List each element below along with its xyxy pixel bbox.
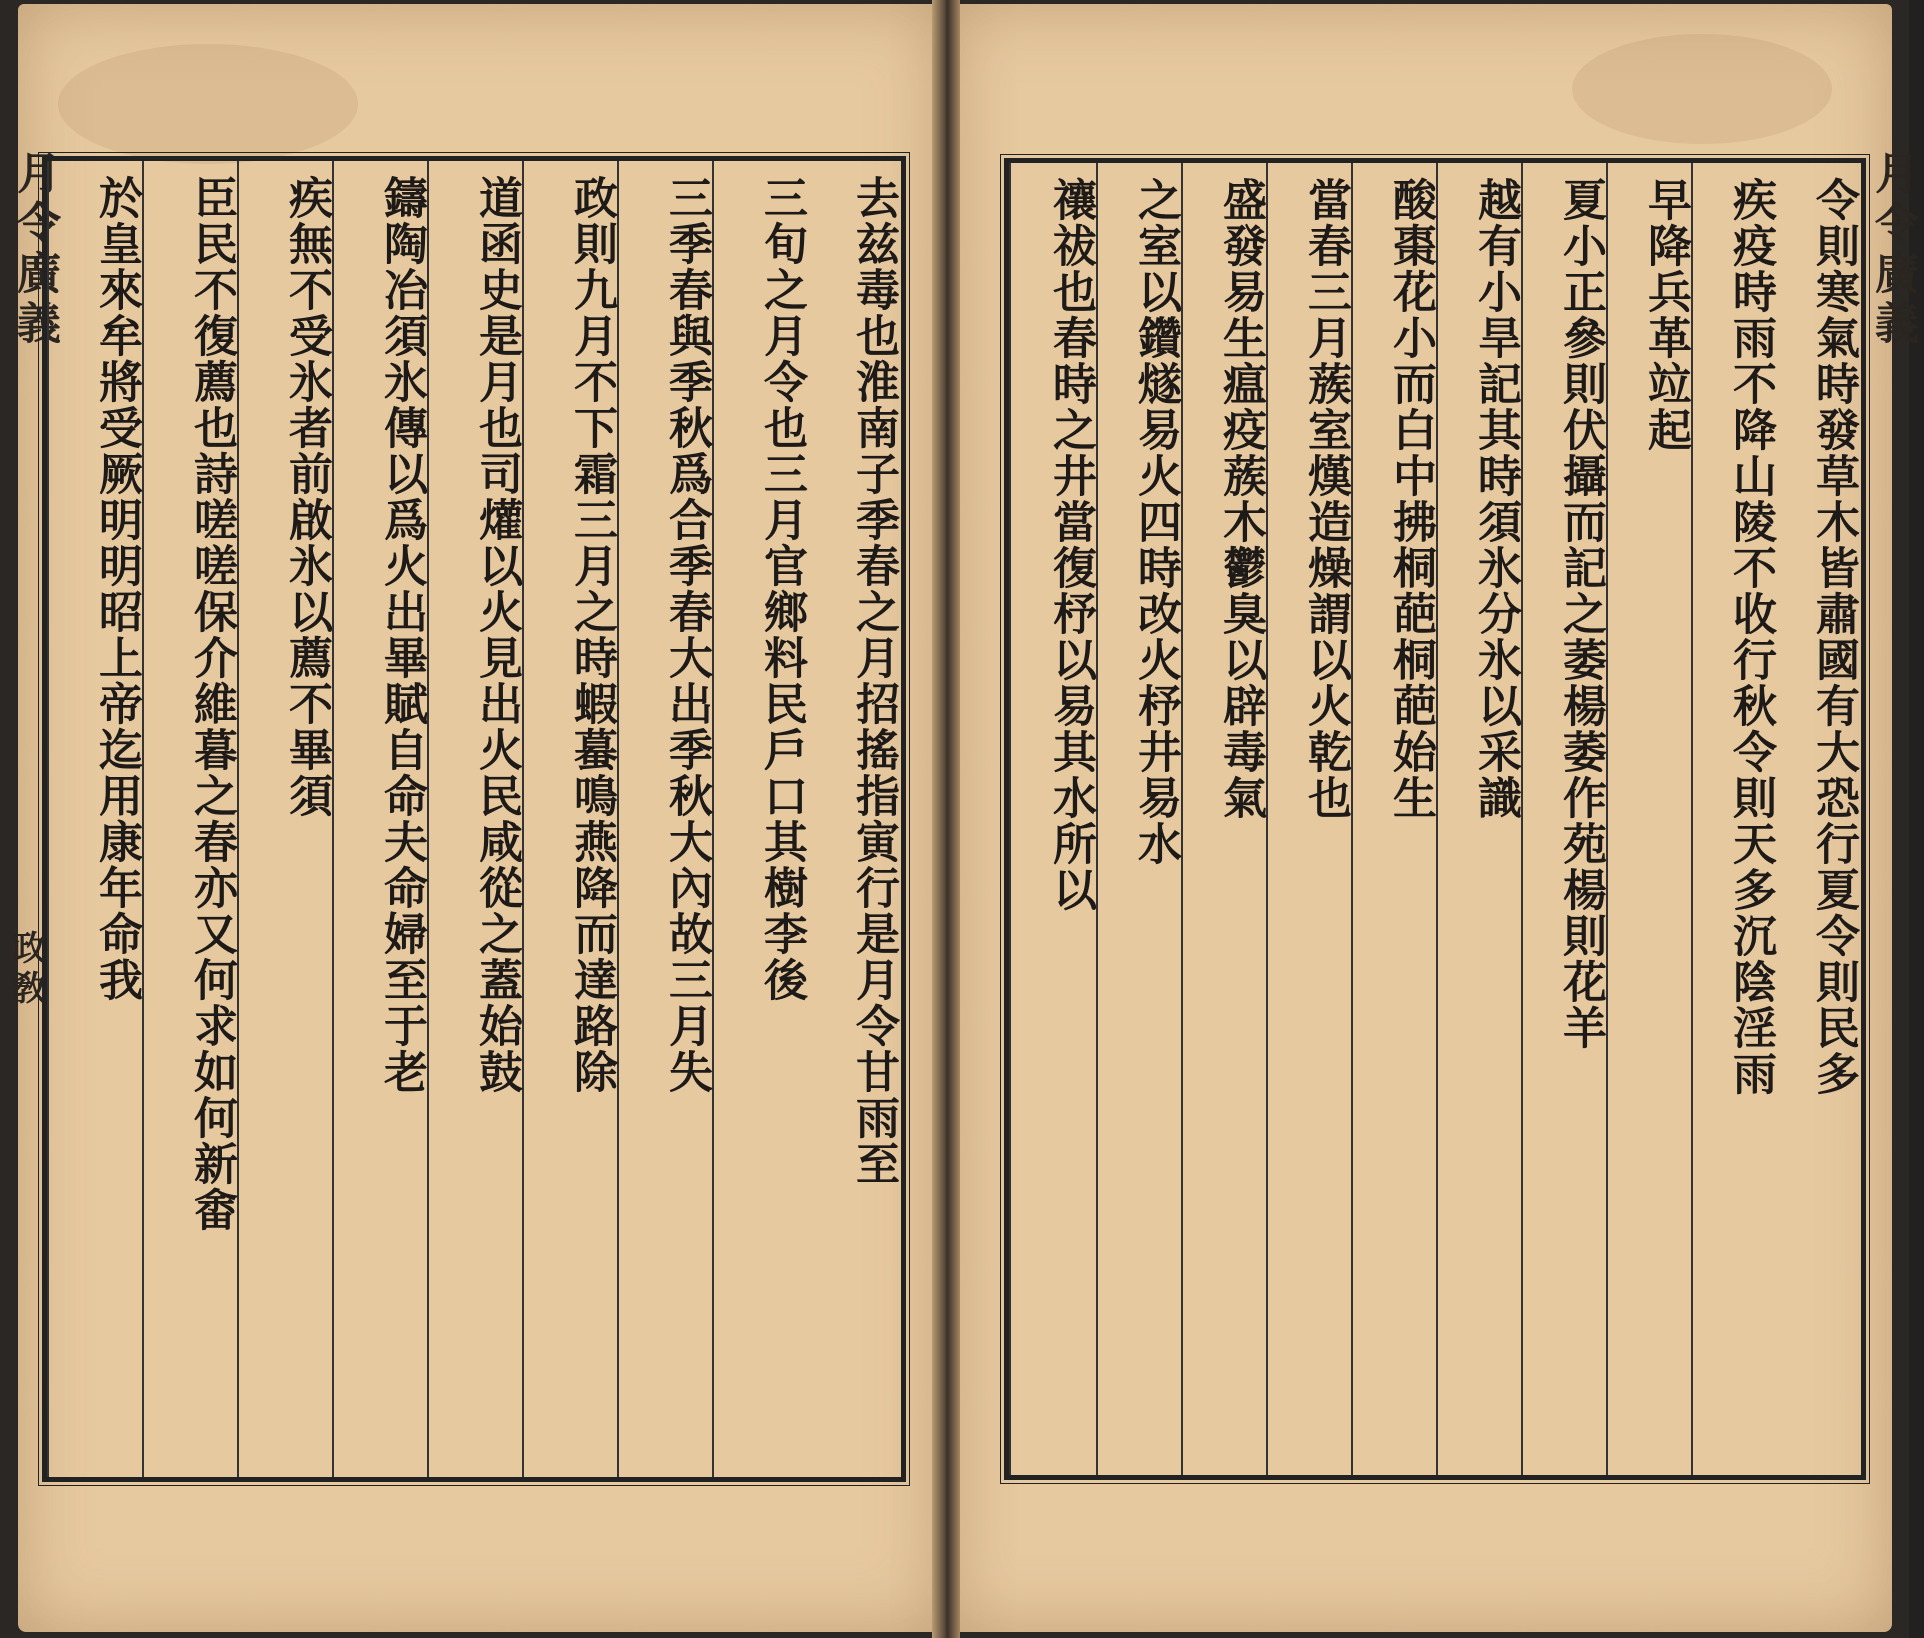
column-text: 三旬之月令也三月官鄉料民戶口其樹李後 xyxy=(756,175,807,1003)
column-text: 三季春與季秋爲合季春大出季秋大內故三月失 xyxy=(661,175,712,1095)
text-column xyxy=(712,161,809,1477)
book-gutter xyxy=(932,0,960,1638)
column-text: 臣民不復薦也詩嗟嗟保介維暮之春亦又何求如何新畬 xyxy=(186,175,237,1233)
text-column xyxy=(617,161,714,1477)
text-column xyxy=(427,161,524,1477)
column-text: 越有小旱記其時須氷分氷以采識 xyxy=(1470,177,1521,821)
column-text: 鑄陶冶須氷傳以爲火出畢賦自命夫命婦至于老 xyxy=(376,175,427,1095)
text-column xyxy=(142,161,239,1477)
right-text-frame xyxy=(1004,158,1866,1480)
column-text: 政則九月不下霜三月之時蝦蟇鳴燕降而達路除 xyxy=(566,175,617,1095)
text-column xyxy=(1606,163,1693,1475)
column-text: 禳祓也春時之井當復杼以易其水所以 xyxy=(1045,177,1096,913)
text-column xyxy=(1351,163,1438,1475)
paper-stain xyxy=(1572,34,1832,144)
left-margin-note: 政敎 xyxy=(6,930,46,1010)
text-column xyxy=(807,161,901,1477)
text-column xyxy=(1521,163,1608,1475)
paper-stain xyxy=(58,44,358,164)
text-column xyxy=(1009,163,1098,1475)
right-margin-title: 月令廣義 xyxy=(1867,150,1918,350)
column-text: 令則寒氣時發草木皆肅國有大恐行夏令則民多 xyxy=(1808,177,1859,1097)
text-column xyxy=(522,161,619,1477)
column-text: 於皇來牟將受厥明明昭上帝迄用康年命我 xyxy=(91,175,142,1003)
text-column xyxy=(332,161,429,1477)
column-text: 酸棗花小而白中拂桐葩桐葩始生 xyxy=(1385,177,1436,821)
left-text-frame xyxy=(42,156,906,1482)
text-column xyxy=(1436,163,1523,1475)
column-text: 早降兵革竝起 xyxy=(1640,177,1691,453)
column-text: 疾無不受氷者前啟氷以薦不畢須 xyxy=(281,175,332,819)
text-column xyxy=(1266,163,1353,1475)
column-text: 之室以鑽燧易火四時改火杼井易水 xyxy=(1130,177,1181,867)
text-column xyxy=(47,161,144,1477)
text-column xyxy=(1181,163,1268,1475)
column-text: 道函史是月也司爟以火見出火民咸從之蓋始鼓 xyxy=(471,175,522,1095)
column-text: 夏小正參則伏攝而記之萎楊萎作苑楊則花羊 xyxy=(1555,177,1606,1051)
column-text: 去兹毒也淮南子季春之月招搖指寅行是月令甘雨至 xyxy=(848,175,899,1187)
text-column xyxy=(1096,163,1183,1475)
left-margin-title: 月令廣義 xyxy=(9,150,60,350)
column-text: 疾疫時雨不降山陵不收行秋令則天多沉陰淫雨 xyxy=(1725,177,1776,1097)
column-text: 盛發易生瘟疫蔟木鬱臭以辟毒氣 xyxy=(1215,177,1266,821)
column-text: 當春三月蔟室熯造燥謂以火乾也 xyxy=(1300,177,1351,821)
text-column xyxy=(237,161,334,1477)
text-column xyxy=(1691,163,1778,1475)
text-column xyxy=(1776,163,1861,1475)
